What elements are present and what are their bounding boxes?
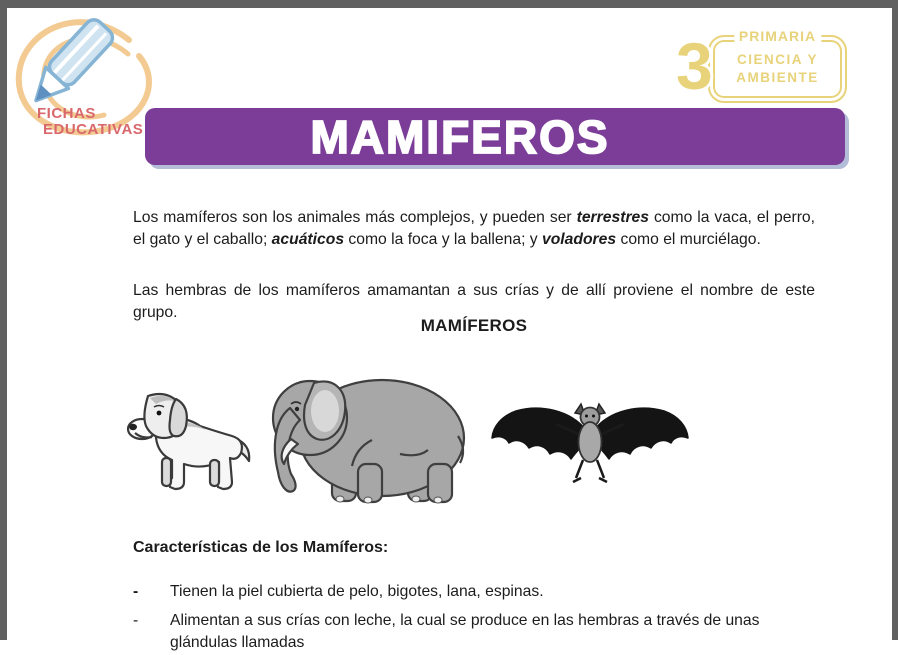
logo-text-line2: EDUCATIVAS [43,121,144,138]
paragraph-text: como la vaca, el perro, el gato y el caballo; [133,208,815,249]
paragraph-text: Los mamíferos son los animales más complejos, y pueden ser [133,208,577,226]
list-item-text: Alimentan a sus crías con leche, la cual se produce en las hembras a través de unas [170,612,760,629]
page-content [7,8,892,651]
list-marker: - [133,583,139,600]
dog-image [126,386,260,502]
keyword-terrestres: terrestres [576,208,649,226]
paragraph-text: como la foca y la ballena; y [344,231,542,249]
badge-subject-line2: AMBIENTE [736,70,819,85]
list-item [133,581,823,604]
intro-paragraph-2: Las hembras de los mamíferos amamantan a sus crías y de allí proviene el nombre de este grupo. [133,281,815,322]
section-heading: MAMÍFEROS [420,316,528,335]
list-item-continuation-cutoff: glándulas llamadas [170,634,305,651]
elephant-image [260,366,470,508]
bat-image [490,398,690,486]
pencil-icon [25,16,117,111]
title-banner [145,108,845,165]
list-item-text: Tienen la piel cubierta de pelo, bigotes, lana, espinas. [170,583,544,600]
paragraph-text: como el murciélago. [616,231,761,249]
logo-text-line1: FICHAS [37,105,96,122]
list-item [133,610,823,633]
page-title: MAMIFEROS [310,110,610,163]
intro-paragraph-1 [133,207,815,252]
list-marker: - [133,612,139,629]
subject-badge [708,28,847,103]
grade-number: 3 [676,29,713,103]
badge-level-label: PRIMARIA [734,28,821,44]
keyword-acuaticos: acuáticos [271,231,345,249]
keyword-voladores: voladores [542,231,617,249]
characteristics-heading: Características de los Mamíferos: [133,539,389,556]
badge-subject-line1: CIENCIA Y [736,52,818,67]
